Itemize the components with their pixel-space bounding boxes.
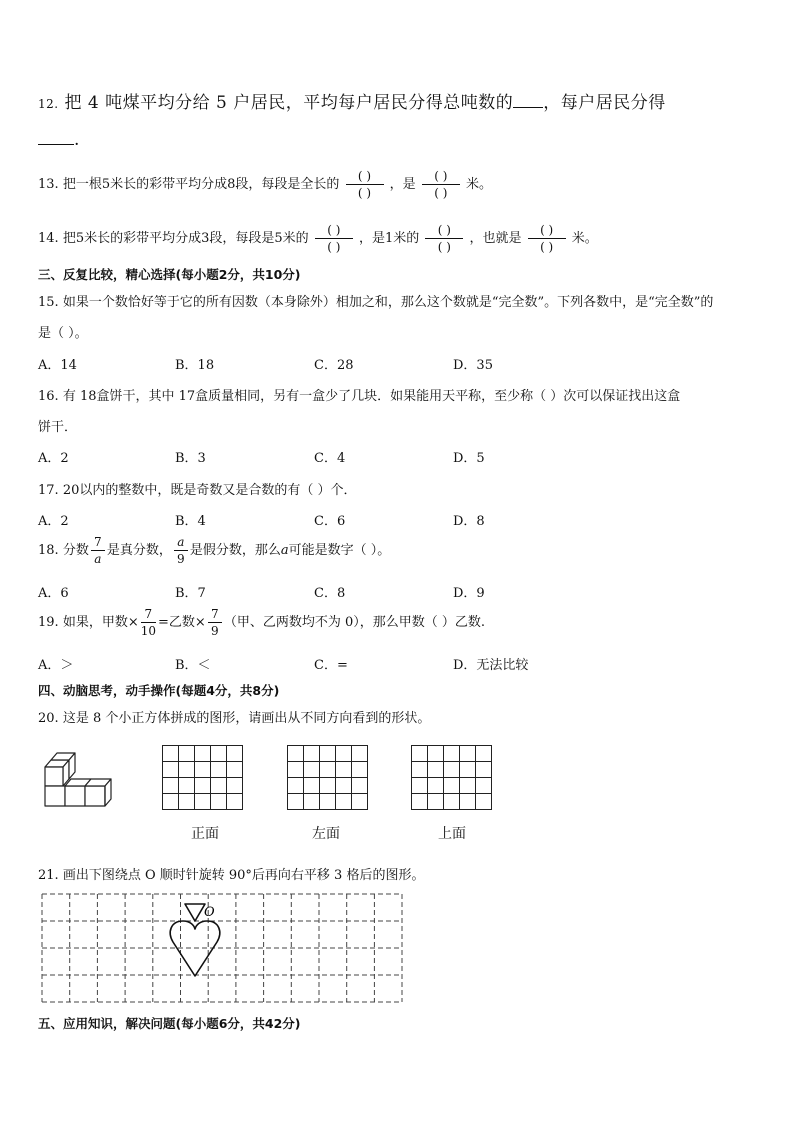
q12-line1	[38, 88, 666, 113]
q13-text-c: 米。	[465, 177, 492, 192]
cube-figure	[42, 750, 126, 810]
q12-line2	[38, 130, 80, 150]
q14-text-b: ，是1米的	[358, 231, 420, 246]
q16-option-a[interactable]: A．2	[38, 451, 69, 466]
q14-text-c: ，也就是	[469, 231, 522, 246]
q19-number: 19.	[38, 615, 59, 630]
q16-number: 16.	[38, 389, 59, 404]
q21-text: 画出下图绕点 O 顺时针旋转 90°后再向右平移 3 格后的图形。	[62, 868, 425, 883]
q14-number: 14.	[38, 231, 59, 246]
q14-fraction-blank-1[interactable]: $\frac{( )}{( )}$	[315, 224, 353, 253]
top-view-grid[interactable]	[411, 745, 492, 810]
q21	[38, 864, 424, 883]
q18-fraction-1: $\frac{7}{a}$	[91, 536, 105, 565]
q15-text-line2: 是（ ）。	[38, 326, 88, 341]
q15-option-a[interactable]: A．14	[38, 358, 77, 373]
q14-text-a: 把5米长的彩带平均分成3段，每段是5米的	[62, 231, 309, 246]
section-4-heading: 四、动脑思考，动手操作(每题4分，共8分)	[38, 683, 280, 698]
q14	[38, 224, 598, 253]
q19-text-a: 如果，甲数×	[62, 615, 139, 630]
q18-option-b[interactable]: B．7	[175, 586, 206, 601]
q16-option-b[interactable]: B．3	[175, 451, 206, 466]
q12-answer-blank-2[interactable]	[38, 130, 74, 145]
q17-option-d[interactable]: D．8	[453, 514, 485, 529]
q15-text-line1: 如果一个数恰好等于它的所有因数（本身除外）相加之和，那么这个数就是“完全数”。下列各数中，是“完全数”的	[62, 295, 714, 310]
q19-option-b[interactable]: B．＜	[175, 658, 211, 673]
left-view-grid[interactable]	[287, 745, 368, 810]
q16-line1	[38, 385, 680, 404]
caption-front: 正面	[191, 826, 219, 842]
q18-text-a: 分数	[62, 543, 89, 558]
q17-option-a[interactable]: A．2	[38, 514, 69, 529]
q19	[38, 608, 485, 637]
q18-text-b: 是真分数，	[106, 543, 172, 558]
point-o-label: O	[204, 905, 215, 920]
q18-option-a[interactable]: A．6	[38, 586, 69, 601]
caption-left: 左面	[312, 826, 340, 842]
q15-number: 15.	[38, 295, 59, 310]
q17	[38, 479, 357, 498]
q12-text-b: ，每户居民分得	[543, 93, 666, 113]
q18-text-d: 可能是数字（ ）。	[288, 543, 391, 558]
q12-text-c: .	[74, 130, 80, 150]
q12-text-a: 把 4 吨煤平均分给 5 户居民，平均每户居民分得总吨数的	[64, 93, 514, 113]
q15-option-c[interactable]: C．28	[314, 358, 354, 373]
q19-fraction-1: $\frac{7}{10}$	[140, 607, 157, 638]
q17-option-b[interactable]: B．4	[175, 514, 206, 529]
q13	[38, 170, 492, 199]
q13-text-b: ，是	[389, 177, 416, 192]
q14-text-d: 米。	[571, 231, 598, 246]
q15-line1	[38, 291, 713, 310]
q19-text-b: =乙数×	[158, 615, 206, 630]
q19-fraction-2: $\frac{7}{9}$	[208, 608, 222, 637]
q16-option-d[interactable]: D．5	[453, 451, 485, 466]
q18-option-d[interactable]: D．9	[453, 586, 485, 601]
q17-number: 17.	[38, 483, 59, 498]
q18-number: 18.	[38, 543, 59, 558]
q15-option-b[interactable]: B．18	[175, 358, 215, 373]
q16-text-line2: 饼干．	[38, 420, 78, 435]
q14-fraction-blank-2[interactable]: $\frac{( )}{( )}$	[425, 224, 463, 253]
q14-fraction-blank-3[interactable]: $\frac{( )}{( )}$	[528, 224, 566, 253]
section-3-heading: 三、反复比较，精心选择(每小题2分，共10分)	[38, 267, 301, 282]
q18	[38, 536, 390, 565]
q13-fraction-blank-2[interactable]: $\frac{( )}{( )}$	[422, 170, 460, 199]
q15-option-d[interactable]: D．35	[453, 358, 493, 373]
q18-option-c[interactable]: C．8	[314, 586, 346, 601]
q16-option-c[interactable]: C．4	[314, 451, 346, 466]
front-view-grid[interactable]	[162, 745, 243, 810]
q21-number: 21.	[38, 868, 59, 883]
q20	[38, 707, 430, 726]
rotation-grid[interactable]	[40, 892, 406, 1004]
q19-option-c[interactable]: C．=	[314, 658, 348, 673]
q13-fraction-blank-1[interactable]: $\frac{( )}{( )}$	[346, 170, 384, 199]
q16-text-line1: 有 18盒饼干，其中 17盒质量相同，另有一盒少了几块．如果能用天平称，至少称（ ）次可以保证找出这盒	[62, 389, 681, 404]
q19-option-a[interactable]: A．＞	[38, 658, 74, 673]
q18-text-c: 是假分数，那么	[189, 543, 281, 558]
q13-text-a: 把一根5米长的彩带平均分成8段，每段是全长的	[62, 177, 340, 192]
q19-option-d[interactable]: D．无法比较	[453, 658, 529, 673]
q19-text-c: （甲、乙两数均不为 0），那么甲数（ ）乙数.	[223, 615, 485, 630]
q20-text: 这是 8 个小正方体拼成的图形，请画出从不同方向看到的形状。	[62, 711, 431, 726]
q17-text: 20以内的整数中，既是奇数又是合数的有（ ）个．	[62, 483, 357, 498]
q18-fraction-2: $\frac{a}{9}$	[174, 536, 188, 565]
q17-option-c[interactable]: C．6	[314, 514, 346, 529]
section-5-heading: 五、应用知识，解决问题(每小题6分，共42分)	[38, 1016, 301, 1031]
q12-number: 12.	[38, 97, 59, 111]
q18-variable: a	[280, 543, 289, 558]
q20-number: 20.	[38, 711, 59, 726]
q12-answer-blank-1[interactable]	[513, 93, 543, 108]
caption-top: 上面	[438, 826, 466, 842]
q13-number: 13.	[38, 177, 59, 192]
